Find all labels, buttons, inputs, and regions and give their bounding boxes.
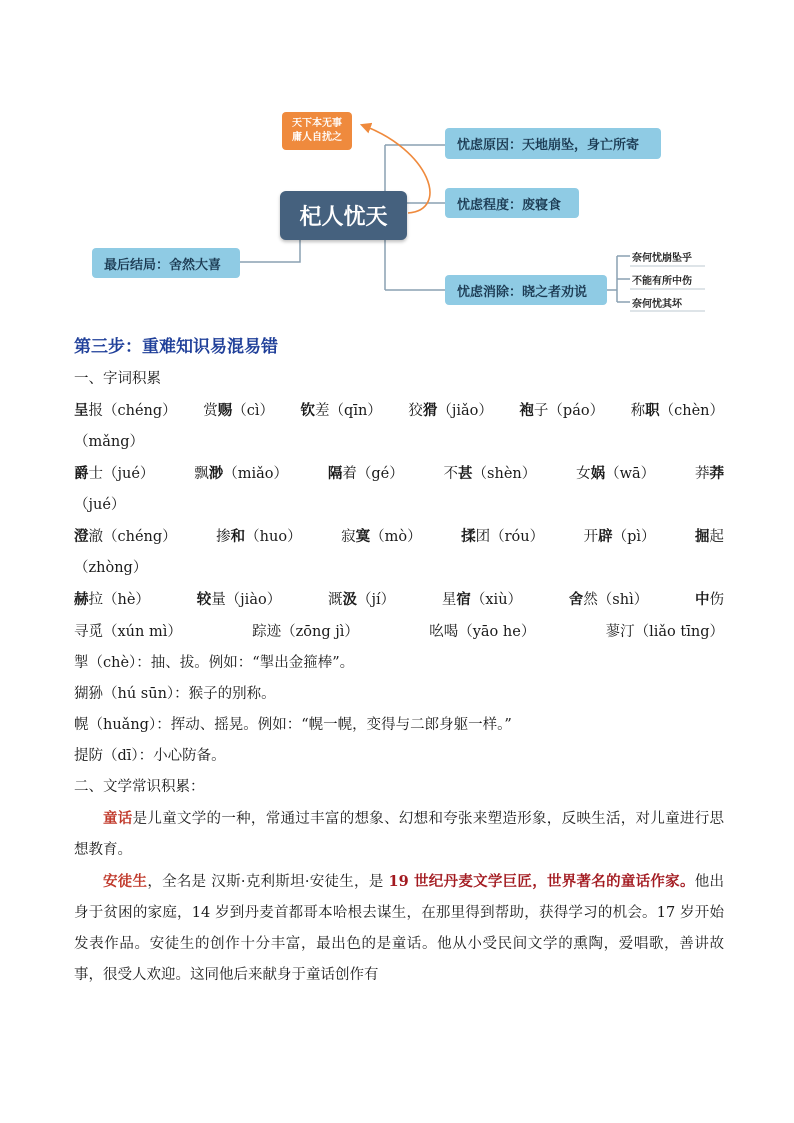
vocab-wrap-line: （mǎng） (74, 434, 145, 450)
vocab-item (194, 458, 288, 490)
vocab-item-rest: （xiù） (470, 592, 523, 608)
vocab-item (216, 521, 301, 553)
vocab-item (197, 584, 282, 616)
vocab-item (328, 458, 404, 490)
vocab-wrap-line: （zhòng） (74, 560, 148, 576)
vocab-item-bold: 掘 (695, 528, 710, 545)
right-node-resolve: 忧虑消除：晓之者劝说 (445, 275, 607, 305)
sub-node-2: 不能有所中伤 (632, 275, 692, 287)
vocab-item-pre: 莽 (694, 466, 710, 482)
document-body (74, 330, 724, 991)
vocab-item-bold: 呈 (74, 402, 89, 419)
part2-title: 二、文学常识积累： (74, 779, 205, 795)
paragraph-fairy-tale (74, 803, 724, 866)
vocab-item-bold: 赐 (217, 402, 233, 419)
paragraph-fairy-tale-text: 是儿童文学的一种，常通过丰富的想象、幻想和夸张来塑造形象，反映生活，对儿童进行思想教育。 (74, 811, 725, 858)
vocab-item-bold: 渺 (208, 465, 224, 482)
vocab-row (74, 616, 724, 648)
vocab-item-rest: （chèn） (659, 403, 724, 419)
definition-item: 猢狲（hú sūn）：猴子的别称。 (74, 686, 276, 702)
vocab-item-bold: 职 (645, 402, 660, 419)
vocab-item-rest: 子（páo） (533, 403, 605, 419)
vocab-item-bold: 寞 (355, 528, 371, 545)
vocab-item-pre: 称 (630, 403, 646, 419)
vocab-item-pre: 星 (441, 592, 457, 608)
vocab-item-pre: 女 (576, 466, 591, 482)
key-term-andersen: 安徒生 (103, 873, 148, 890)
vocab-item-rest: （huo） (245, 529, 302, 545)
vocab-item (569, 584, 648, 616)
vocab-item-rest: 起 (709, 529, 724, 545)
vocab-item (584, 521, 656, 553)
paragraph-andersen-text-2: 他出身于贫困的家庭，14 岁到丹麦首都哥本哈根去谋生，在那里得到帮助，获得学习的机会。17 岁开始发表作品。安徒生的创作十分丰富，最出色的是童话。他从小受民间文学的熏陶，爱唱歌，善讲故事，很受人欢迎。这同他后来献身于童话创作有 (74, 874, 725, 983)
vocab-item-pre: 开 (583, 529, 599, 545)
mind-map (0, 0, 794, 330)
paragraph-andersen-text-1: ，全名是 汉斯·克利斯坦·安徒生，是 (147, 874, 389, 890)
vocab-item-bold: 莽 (709, 465, 724, 482)
vocab-row (74, 395, 724, 427)
vocab-item-rest: （jiǎo） (437, 403, 493, 419)
vocab-item-bold: 猾 (422, 402, 438, 419)
right-node-degree: 忧虑程度：废寝食 (445, 188, 579, 218)
vocab-item-pre: 踪迹（zōng jì） (252, 624, 359, 640)
vocab-item-bold: 舍 (568, 591, 584, 608)
vocab-item-rest: 报（chéng） (88, 403, 177, 419)
vocab-item (606, 616, 724, 648)
vocab-item-rest: 澈（chéng） (88, 529, 177, 545)
vocab-item-rest: 差（qīn） (315, 403, 382, 419)
vocab-item-rest: 伤 (709, 592, 724, 608)
vocab-item-pre: 掺 (216, 529, 231, 545)
vocab-item-pre: 寻觅（xún mì） (74, 624, 182, 640)
vocab-item (74, 395, 177, 427)
vocab-item-rest: 量（jiào） (211, 592, 282, 608)
vocab-item-bold: 和 (230, 528, 246, 545)
vocab-item (576, 458, 655, 490)
vocab-item (695, 521, 724, 553)
vocab-wrap-line: （jué） (74, 497, 126, 513)
vocab-item-rest: 团（róu） (475, 529, 545, 545)
vocab-item (444, 458, 537, 490)
vocab-item-bold: 汲 (342, 591, 357, 608)
vocab-item-pre: 寂 (341, 529, 356, 545)
vocab-item-bold: 辟 (598, 528, 613, 545)
vocab-item (631, 395, 724, 427)
vocab-item (203, 395, 274, 427)
vocab-item-pre: 飘 (194, 466, 209, 482)
vocab-item (519, 395, 604, 427)
vocab-item-rest: （miǎo） (223, 466, 289, 482)
definition-item: 掣（chè）：抽、拔。例如：“掣出金箍棒”。 (74, 655, 355, 671)
sub-node-1: 奈何忧崩坠乎 (632, 252, 692, 264)
note-line-1: 天下本无事 (292, 118, 342, 129)
vocab-item-rest: （pì） (612, 529, 656, 545)
vocab-item-bold: 赫 (74, 591, 89, 608)
vocab-row (74, 584, 724, 616)
part1-title: 一、字词积累 (74, 371, 161, 387)
definition-list (74, 648, 724, 772)
vocab-item-pre: 赏 (203, 403, 218, 419)
vocab-item-rest: （wā） (605, 466, 656, 482)
note-line-2: 庸人自扰之 (292, 132, 342, 143)
vocab-row (74, 458, 724, 490)
vocab-item (695, 458, 724, 490)
vocab-item-rest: 着（gé） (342, 466, 404, 482)
right-node-cause: 忧虑原因：天地崩坠，身亡所寄 (445, 128, 661, 159)
vocab-item (252, 616, 359, 648)
vocab-item (74, 458, 154, 490)
vocab-item (442, 584, 522, 616)
vocab-list (74, 395, 724, 648)
vocab-item-rest: 士（jué） (88, 466, 155, 482)
vocab-item-rest: （shèn） (472, 466, 537, 482)
vocab-item (328, 584, 395, 616)
vocab-item-bold: 中 (694, 591, 710, 608)
vocab-item-pre: 吆喝（yāo he） (429, 624, 536, 640)
vocab-item-bold: 较 (196, 591, 212, 608)
vocab-item (301, 395, 382, 427)
note-node (282, 112, 352, 150)
vocab-item (429, 616, 535, 648)
vocab-item-rest: （cì） (232, 403, 274, 419)
section-heading: 第三步：重难知识易混易错 (74, 337, 278, 357)
vocab-item (74, 616, 182, 648)
left-node: 最后结局：舍然大喜 (92, 248, 240, 278)
vocab-item-pre: 蓼汀（liǎo tīng） (605, 624, 724, 640)
andersen-emphasis: 19 世纪丹麦文学巨匠，世界著名的童话作家。 (388, 873, 695, 890)
vocab-item-rest: （mò） (370, 529, 422, 545)
vocab-item-rest: 然（shì） (583, 592, 649, 608)
vocab-item-pre: 溉 (327, 592, 343, 608)
vocab-item (74, 521, 177, 553)
vocab-item-pre: 狡 (408, 403, 423, 419)
center-node: 杞人忧天 (280, 191, 407, 240)
vocab-item-bold: 宿 (456, 591, 471, 608)
vocab-item (408, 395, 493, 427)
vocab-item-rest: 拉（hè） (88, 592, 150, 608)
vocab-item-bold: 爵 (74, 465, 89, 482)
sub-node-3: 奈何忧其坏 (632, 298, 682, 310)
vocab-item-bold: 揉 (461, 528, 476, 545)
vocab-item (74, 584, 150, 616)
vocab-item (341, 521, 421, 553)
vocab-item-bold: 澄 (74, 528, 89, 545)
vocab-item-bold: 钦 (300, 402, 316, 419)
key-term-fairy-tale: 童话 (103, 810, 133, 827)
vocab-row (74, 521, 724, 553)
vocab-item-rest: （jí） (356, 592, 396, 608)
vocab-item (461, 521, 544, 553)
vocab-item-bold: 娲 (590, 465, 606, 482)
definition-item: 提防（dī）：小心防备。 (74, 748, 226, 764)
paragraph-andersen (74, 866, 724, 991)
vocab-item (695, 584, 724, 616)
vocab-item-bold: 袍 (519, 402, 534, 419)
definition-item: 幌（huǎng）：挥动、摇晃。例如：“幌一幌，变得与二郎身躯一样。” (74, 717, 512, 733)
vocab-item-bold: 甚 (458, 465, 473, 482)
vocab-item-bold: 隔 (327, 465, 343, 482)
vocab-item-pre: 不 (443, 466, 459, 482)
